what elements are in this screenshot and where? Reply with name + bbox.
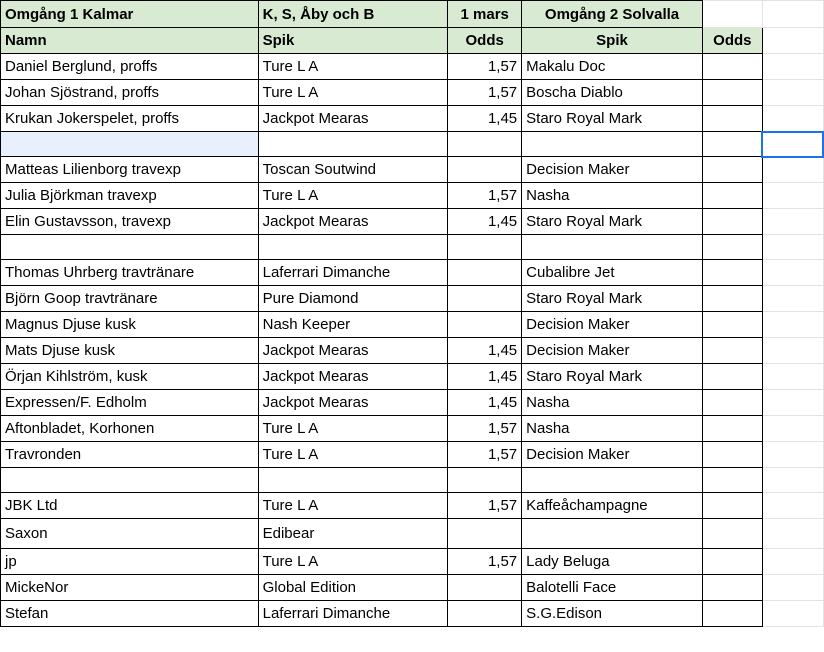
cell-spik-round1[interactable]: Ture L A <box>258 183 448 209</box>
cell-namn[interactable]: JBK Ltd <box>1 493 259 519</box>
cell-empty[interactable] <box>762 28 823 54</box>
cell-odds-round1[interactable]: 1,57 <box>448 549 522 575</box>
cell-spik-round1[interactable]: Ture L A <box>258 549 448 575</box>
cell-odds-round2[interactable] <box>702 183 762 209</box>
cell-empty[interactable] <box>762 286 823 312</box>
cell-empty[interactable] <box>762 390 823 416</box>
cell-namn[interactable]: Mats Djuse kusk <box>1 338 259 364</box>
cell-spik-round2[interactable]: Decision Maker <box>522 312 703 338</box>
cell-odds-round1[interactable]: 1,57 <box>448 54 522 80</box>
cell-namn[interactable]: Björn Goop travtränare <box>1 286 259 312</box>
cell-empty[interactable] <box>762 209 823 235</box>
cell-odds-round1[interactable]: 1,57 <box>448 442 522 468</box>
table-row <box>1 54 824 80</box>
cell-odds-round2[interactable] <box>702 209 762 235</box>
table-row <box>1 442 824 468</box>
table-row <box>1 519 824 549</box>
cell-spik-round2[interactable]: Decision Maker <box>522 442 703 468</box>
cell-odds-round1[interactable]: 1,57 <box>448 493 522 519</box>
cell-header-spik2[interactable]: Spik <box>522 28 703 54</box>
cell-namn[interactable]: Aftonbladet, Korhonen <box>1 416 259 442</box>
cell-empty[interactable] <box>762 575 823 601</box>
cell-spik-round1[interactable]: Jackpot Mearas <box>258 209 448 235</box>
cell-odds-round1[interactable]: 1,57 <box>448 183 522 209</box>
cell-odds-round1[interactable] <box>448 601 522 627</box>
table-row <box>1 312 824 338</box>
cell-empty[interactable] <box>762 80 823 106</box>
cell-odds-round2[interactable] <box>702 54 762 80</box>
cell-spik-round1[interactable]: Laferrari Dimanche <box>258 260 448 286</box>
cell-empty[interactable] <box>762 442 823 468</box>
cell-spik-round1[interactable]: Ture L A <box>258 442 448 468</box>
table-row <box>1 132 824 157</box>
cell-empty[interactable] <box>762 54 823 80</box>
cell-header-round2[interactable]: Omgång 2 Solvalla <box>522 1 703 28</box>
cell-spik-round2[interactable] <box>522 132 703 157</box>
cell-empty[interactable] <box>762 183 823 209</box>
table-row <box>1 416 824 442</box>
cell-spik-round1[interactable] <box>258 468 448 493</box>
cell-empty[interactable] <box>702 1 762 28</box>
cell-odds-round2[interactable] <box>702 106 762 132</box>
cell-odds-round1[interactable] <box>448 132 522 157</box>
cell-empty[interactable] <box>762 106 823 132</box>
cell-empty[interactable] <box>762 549 823 575</box>
table-row <box>1 601 824 627</box>
cell-spik-round2[interactable]: Lady Beluga <box>522 549 703 575</box>
cell-empty[interactable] <box>762 312 823 338</box>
cell-header-date[interactable]: 1 mars <box>448 1 522 28</box>
cell-odds-round2[interactable] <box>702 416 762 442</box>
cell-odds-round1[interactable]: 1,45 <box>448 209 522 235</box>
cell-namn[interactable]: MickeNor <box>1 575 259 601</box>
cell-odds-round2[interactable] <box>702 80 762 106</box>
cell-header-round1[interactable]: Omgång 1 Kalmar <box>1 1 259 28</box>
table-row <box>1 157 824 183</box>
table-row <box>1 364 824 390</box>
cell-odds-round2[interactable] <box>702 442 762 468</box>
cell-spik-round1[interactable]: Jackpot Mearas <box>258 106 448 132</box>
cell-spik-round2[interactable]: Balotelli Face <box>522 575 703 601</box>
cell-namn[interactable]: Johan Sjöstrand, proffs <box>1 80 259 106</box>
cell-odds-round1[interactable]: 1,45 <box>448 390 522 416</box>
cell-odds-round2[interactable] <box>702 575 762 601</box>
cell-spik-round2[interactable]: Kaffeåchampagne <box>522 493 703 519</box>
cell-odds-round2[interactable] <box>702 493 762 519</box>
cell-empty[interactable] <box>762 235 823 260</box>
cell-empty[interactable] <box>762 1 823 28</box>
cell-spik-round1[interactable]: Edibear <box>258 519 448 549</box>
cell-odds-round1[interactable]: 1,45 <box>448 364 522 390</box>
cell-spik-round2[interactable]: Makalu Doc <box>522 54 703 80</box>
cell-namn[interactable]: jp <box>1 549 259 575</box>
table-row <box>1 468 824 493</box>
cell-spik-round1[interactable] <box>258 132 448 157</box>
cell-spik-round2[interactable]: Staro Royal Mark <box>522 286 703 312</box>
cell-spik-round2[interactable]: Staro Royal Mark <box>522 364 703 390</box>
cell-odds-round2[interactable] <box>702 468 762 493</box>
cell-spik-round2[interactable]: Nasha <box>522 390 703 416</box>
cell-odds-round1[interactable]: 1,45 <box>448 338 522 364</box>
table-row <box>1 549 824 575</box>
cell-odds-round1[interactable] <box>448 575 522 601</box>
cell-spik-round1[interactable]: Jackpot Mearas <box>258 364 448 390</box>
cell-spik-round2[interactable]: Nasha <box>522 183 703 209</box>
cell-namn[interactable]: Stefan <box>1 601 259 627</box>
cell-odds-round2[interactable] <box>702 338 762 364</box>
cell-spik-round1[interactable]: Toscan Soutwind <box>258 157 448 183</box>
cell-namn[interactable]: Thomas Uhrberg travtränare <box>1 260 259 286</box>
cell-spik-round1[interactable]: Ture L A <box>258 493 448 519</box>
cell-empty[interactable] <box>762 260 823 286</box>
cell-spik-round1[interactable] <box>258 235 448 260</box>
cell-odds-round2[interactable] <box>702 390 762 416</box>
cell-header-tracks[interactable]: K, S, Åby och B <box>258 1 448 28</box>
cell-spik-round1[interactable]: Pure Diamond <box>258 286 448 312</box>
cell-spik-round1[interactable]: Ture L A <box>258 416 448 442</box>
cell-odds-round1[interactable] <box>448 519 522 549</box>
cell-spik-round2[interactable] <box>522 235 703 260</box>
cell-spik-round2[interactable] <box>522 519 703 549</box>
cell-spik-round2[interactable]: Decision Maker <box>522 338 703 364</box>
cell-odds-round1[interactable] <box>448 260 522 286</box>
cell-spik-round2[interactable]: Nasha <box>522 416 703 442</box>
cell-namn[interactable]: Daniel Berglund, proffs <box>1 54 259 80</box>
cell-spik-round2[interactable]: Boscha Diablo <box>522 80 703 106</box>
cell-namn[interactable] <box>1 235 259 260</box>
cell-empty[interactable] <box>762 338 823 364</box>
cell-namn[interactable]: Matteas Lilienborg travexp <box>1 157 259 183</box>
selected-cell[interactable] <box>762 132 823 157</box>
cell-header-odds1[interactable]: Odds <box>448 28 522 54</box>
table-row <box>1 260 824 286</box>
cell-spik-round2[interactable]: Decision Maker <box>522 157 703 183</box>
cell-header-spik1[interactable]: Spik <box>258 28 448 54</box>
table-row <box>1 235 824 260</box>
cell-header-odds2[interactable]: Odds <box>702 28 762 54</box>
cell-namn[interactable] <box>1 132 259 157</box>
cell-odds-round2[interactable] <box>702 312 762 338</box>
header-row-1 <box>1 1 824 28</box>
cell-odds-round2[interactable] <box>702 235 762 260</box>
header-row-2 <box>1 28 824 54</box>
cell-odds-round2[interactable] <box>702 132 762 157</box>
cell-spik-round1[interactable]: Laferrari Dimanche <box>258 601 448 627</box>
cell-empty[interactable] <box>762 157 823 183</box>
cell-namn[interactable] <box>1 468 259 493</box>
cell-spik-round1[interactable]: Global Edition <box>258 575 448 601</box>
grid-body <box>1 1 824 627</box>
cell-spik-round2[interactable]: S.G.Edison <box>522 601 703 627</box>
cell-namn[interactable]: Krukan Jokerspelet, proffs <box>1 106 259 132</box>
cell-header-namn[interactable]: Namn <box>1 28 259 54</box>
cell-namn[interactable]: Expressen/F. Edholm <box>1 390 259 416</box>
cell-empty[interactable] <box>762 601 823 627</box>
cell-spik-round1[interactable]: Jackpot Mearas <box>258 338 448 364</box>
cell-empty[interactable] <box>762 468 823 493</box>
cell-odds-round1[interactable]: 1,57 <box>448 80 522 106</box>
cell-odds-round2[interactable] <box>702 519 762 549</box>
cell-spik-round2[interactable]: Staro Royal Mark <box>522 106 703 132</box>
table-row <box>1 80 824 106</box>
cell-odds-round1[interactable]: 1,45 <box>448 106 522 132</box>
cell-spik-round1[interactable]: Ture L A <box>258 54 448 80</box>
cell-odds-round2[interactable] <box>702 364 762 390</box>
cell-spik-round2[interactable]: Cubalibre Jet <box>522 260 703 286</box>
cell-odds-round1[interactable] <box>448 157 522 183</box>
cell-odds-round1[interactable] <box>448 312 522 338</box>
cell-spik-round1[interactable]: Ture L A <box>258 80 448 106</box>
cell-odds-round1[interactable] <box>448 235 522 260</box>
cell-empty[interactable] <box>762 364 823 390</box>
table-row <box>1 390 824 416</box>
cell-odds-round2[interactable] <box>702 549 762 575</box>
cell-empty[interactable] <box>762 493 823 519</box>
cell-namn[interactable]: Julia Björkman travexp <box>1 183 259 209</box>
table-row <box>1 183 824 209</box>
cell-namn[interactable]: Travronden <box>1 442 259 468</box>
cell-odds-round2[interactable] <box>702 157 762 183</box>
cell-spik-round2[interactable]: Staro Royal Mark <box>522 209 703 235</box>
cell-odds-round1[interactable] <box>448 286 522 312</box>
cell-odds-round2[interactable] <box>702 601 762 627</box>
cell-odds-round1[interactable] <box>448 468 522 493</box>
cell-empty[interactable] <box>762 416 823 442</box>
cell-namn[interactable]: Magnus Djuse kusk <box>1 312 259 338</box>
table-row <box>1 209 824 235</box>
cell-namn[interactable]: Elin Gustavsson, travexp <box>1 209 259 235</box>
table-row <box>1 575 824 601</box>
cell-empty[interactable] <box>762 519 823 549</box>
cell-namn[interactable]: Saxon <box>1 519 259 549</box>
cell-spik-round1[interactable]: Jackpot Mearas <box>258 390 448 416</box>
cell-namn[interactable]: Örjan Kihlström, kusk <box>1 364 259 390</box>
cell-spik-round2[interactable] <box>522 468 703 493</box>
table-row <box>1 286 824 312</box>
table-row <box>1 338 824 364</box>
cell-spik-round1[interactable]: Nash Keeper <box>258 312 448 338</box>
cell-odds-round2[interactable] <box>702 286 762 312</box>
table-row <box>1 493 824 519</box>
cell-odds-round2[interactable] <box>702 260 762 286</box>
table-row <box>1 106 824 132</box>
cell-odds-round1[interactable]: 1,57 <box>448 416 522 442</box>
